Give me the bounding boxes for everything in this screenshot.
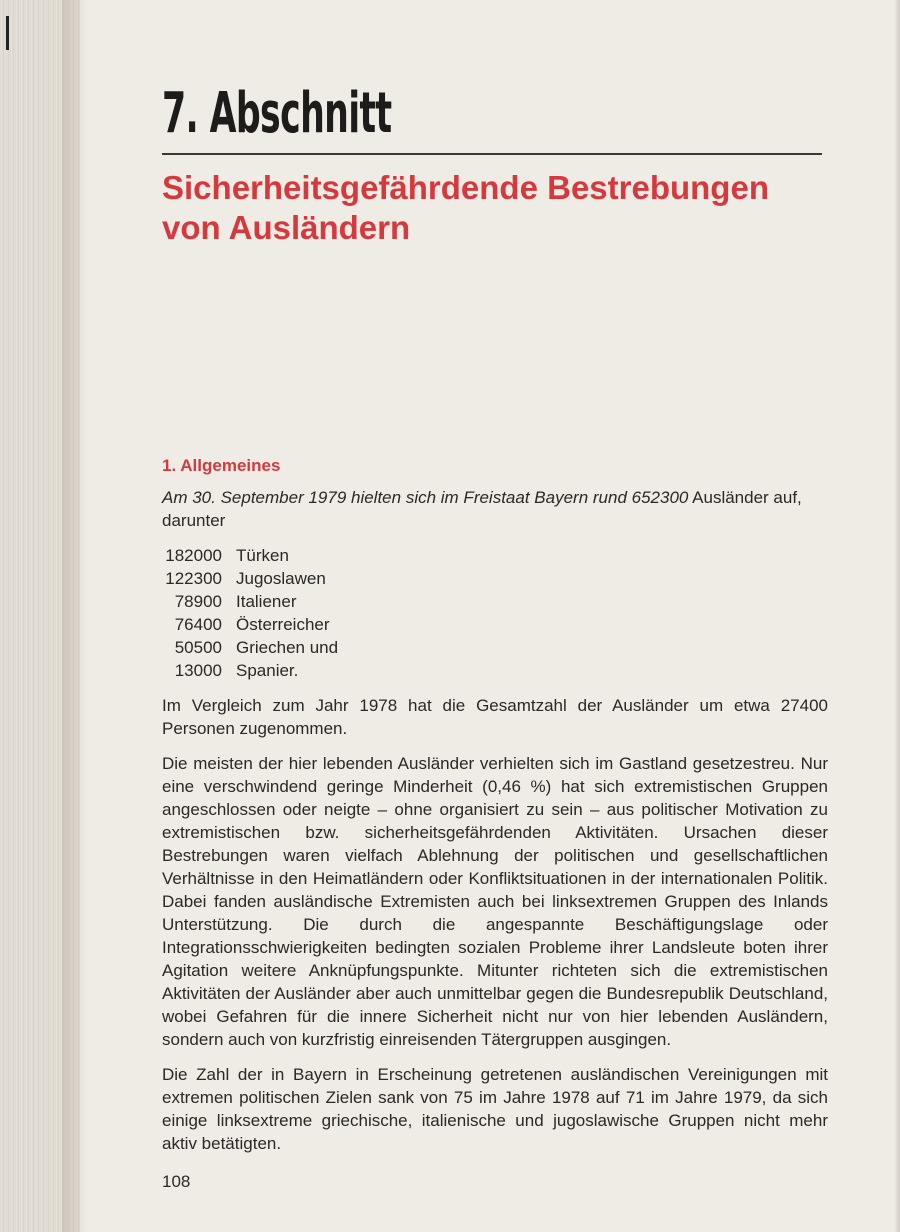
chapter-title-line-1: Sicherheitsgefährdende Bestrebungen [162,169,769,206]
paragraph-associations: Die Zahl der in Bayern in Erscheinung getretenen ausländischen Vereinigungen mit extremen politischen Zielen sank von 75 im Jahre 1978 auf 71 im Jahre 1979, da sich einige linksextreme griechische, italienische und jugoslawische Gruppen nicht mehr aktiv betätigten. [162,1065,828,1153]
stat-label: Österreicher [236,615,330,634]
stat-count: 122300 [165,569,222,588]
stat-row [162,659,828,682]
stat-label: Türken [236,546,289,565]
stat-label: Jugoslawen [236,569,326,588]
stat-label: Italiener [236,592,297,611]
stat-row [162,613,828,636]
paragraph-extremism: Die meisten der hier lebenden Ausländer verhielten sich im Gastland gesetzestreu. Nur eine verschwindend geringe Minderheit (0,46 %) hat sich extremistischen Gruppen angeschlossen oder neigte – ohne organisiert zu sein – aus politischer Motivation zu extremistischen bzw. sicherheitsgefährdenden Aktivitäten. Ursachen dieser Bestrebungen waren vielfach Ablehnung der politischen und gesellschaftlichen Verhältnisse in den Heimatländern oder Konfliktsituationen in der internationalen Politik. Dabei fanden ausländische Extremisten auch bei linksextremen Gruppen des Inlands Unterstützung. Die durch die angespannte Beschäftigungslage oder Integrationsschwierigkeiten bedingten sozialen Probleme ihrer Landsleute boten ihrer Agitation weitere Anknüpfungspunkte. Mitunter richteten sich die extremistischen Aktivitäten der Ausländer aber auch unmittelbar gegen die Bundesrepublik Deutschland, wobei Gefahren für die innere Sicherheit nicht nur von hier lebenden Ausländern, sondern auch von kurzfristig einreisenden Tätergruppen ausgingen. [162,754,828,1049]
section-heading: 1. Allgemeines [162,456,281,475]
page-edge [894,0,900,1232]
intro-paragraph [162,486,828,532]
stat-label: Griechen und [236,638,339,657]
gutter-shadow [62,0,88,1232]
stat-row [162,567,828,590]
stat-count: 78900 [174,592,222,611]
title-rule [162,153,822,155]
stat-row [162,544,828,567]
stat-label: Spanier. [236,661,299,680]
chapter-number-title: 7. Abschnitt [162,81,392,146]
stat-count: 50500 [174,638,222,657]
section-body [162,486,828,1167]
intro-rest: Ausländer auf, darunter [162,488,802,530]
stat-count: 182000 [165,546,222,565]
nationality-stats [162,544,828,682]
chapter-title [162,168,769,248]
spine-mark [6,16,9,50]
page-number: 108 [162,1172,191,1191]
stat-count: 13000 [174,661,222,680]
chapter-title-line-2: von Ausländern [162,209,411,246]
paragraph-comparison: Im Vergleich zum Jahr 1978 hat die Gesamtzahl der Ausländer um etwa 27400 Personen zugenommen. [162,696,828,738]
intro-italic: Am 30. September 1979 hielten sich im Freistaat Bayern rund 652300 [162,488,689,507]
stat-row [162,636,828,659]
stat-count: 76400 [174,615,222,634]
stat-row [162,590,828,613]
